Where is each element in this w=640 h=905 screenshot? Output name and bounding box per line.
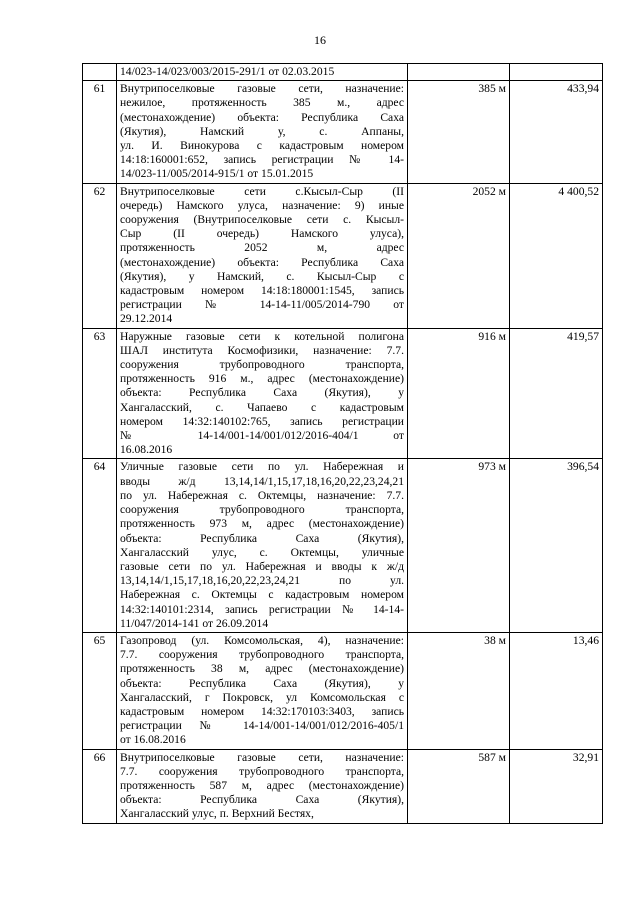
table-row xyxy=(83,459,603,632)
description-line: 14/023-14/023/003/2015-291/1 от 02.03.2015 xyxy=(120,65,335,78)
row-number-cell: 65 xyxy=(83,632,117,749)
row-length-cell xyxy=(408,64,510,81)
description-line: (местонахождение) объекта: Республика Саха xyxy=(120,255,404,269)
description-line: Хангаласский улус, с. Октемцы, уличные xyxy=(120,545,404,559)
description-line: по ул. Набережная с. Октемцы, назначение: 7.7. xyxy=(120,488,404,502)
page-number: 16 xyxy=(314,33,326,47)
table-row xyxy=(83,183,603,328)
description-line: 11/047/2014-141 от 26.09.2014 xyxy=(120,616,269,630)
description-line: 13,14,14/1,15,17,18,16,20,22,23,24,21 по ул. xyxy=(120,574,404,588)
row-description-cell xyxy=(117,459,408,632)
property-table xyxy=(82,63,603,824)
description-line: 14/023-11/005/2014-915/1 от 15.01.2015 xyxy=(120,167,314,181)
row-value-cell: 433,94 xyxy=(510,81,603,183)
description-line: протяженность 38 м, адрес (местонахождение) xyxy=(120,662,404,676)
description-line: сооружения трубопроводного транспорта, xyxy=(120,358,404,372)
description-line: Уличные газовые сети по ул. Набережная и xyxy=(120,460,404,474)
description-line: Наружные газовые сети к котельной полигона xyxy=(120,329,404,343)
description-line: Хангаласский, с. Чапаево с кадастровым xyxy=(120,400,404,414)
description-line: очередь) Намского улуса, назначение: 9) иные xyxy=(120,198,404,212)
description-line: 7.7. сооружения трубопроводного транспорта, xyxy=(120,764,404,778)
description-line: Хангаласский, г Покровск, ул Комсомольская с xyxy=(120,690,404,704)
row-value-cell: 13,46 xyxy=(510,632,603,749)
description-line: объекта: Республика Саха (Якутия), xyxy=(120,793,404,807)
row-description-cell xyxy=(117,183,408,328)
row-number-cell: 64 xyxy=(83,459,117,632)
row-value-cell: 396,54 xyxy=(510,459,603,632)
description-line: протяженность 2052 м, адрес xyxy=(120,241,404,255)
description-line: (Якутия), у Намский, с. Кысыл-Сыр с xyxy=(120,269,404,283)
table-row xyxy=(83,81,603,183)
description-line: от 16.08.2016 xyxy=(120,733,186,747)
description-line: вводы ж/д 13,14,14/1,15,17,18,16,20,22,23,24,21 xyxy=(120,474,404,488)
row-value-cell: 32,91 xyxy=(510,749,603,823)
description-line: № 14-14/001-14/001/012/2016-404/1 от xyxy=(120,429,404,443)
table-row-continuation xyxy=(83,64,603,81)
description-line: Внутрипоселковые газовые сети, назначение: xyxy=(120,750,404,764)
description-line: нежилое, протяженность 385 м., адрес xyxy=(120,96,404,110)
description-line: кадастровым номером 14:18:180001:1545, запись xyxy=(120,284,404,298)
description-line: объекта: Республика Саха (Якутия), у xyxy=(120,676,404,690)
row-description-cell xyxy=(117,632,408,749)
description-line: объекта: Республика Саха (Якутия), у xyxy=(120,386,404,400)
row-value-cell xyxy=(510,64,603,81)
description-line: газовые сети по ул. Набережная и вводы к ж/д xyxy=(120,559,404,573)
description-line: регистрации № 14-14-11/005/2014-790 от xyxy=(120,298,404,312)
description-line: 16.08.2016 xyxy=(120,443,173,457)
description-line: ул. И. Винокурова с кадастровым номером xyxy=(120,139,404,153)
description-line: Набережная с. Октемцы с кадастровым номером xyxy=(120,588,404,602)
row-length-cell: 587 м xyxy=(408,749,510,823)
row-description-cell xyxy=(117,81,408,183)
row-value-cell: 4 400,52 xyxy=(510,183,603,328)
description-line: номером 14:32:140102:765, запись регистрации xyxy=(120,414,404,428)
description-line: протяженность 916 м., адрес (местонахождение) xyxy=(120,372,404,386)
row-length-cell: 916 м xyxy=(408,328,510,459)
row-description-cell xyxy=(117,749,408,823)
description-line: Сыр (II очередь) Намского улуса), xyxy=(120,227,404,241)
description-line: (Якутия), Намский у, с. Аппаны, xyxy=(120,124,404,138)
row-number-cell xyxy=(83,64,117,81)
row-length-cell: 2052 м xyxy=(408,183,510,328)
table-row xyxy=(83,749,603,823)
row-value-cell: 419,57 xyxy=(510,328,603,459)
description-line: (местонахождение) объекта: Республика Саха xyxy=(120,110,404,124)
row-description-cell xyxy=(117,64,408,81)
row-number-cell: 63 xyxy=(83,328,117,459)
description-line: Внутрипоселковые сети с.Кысыл-Сыр (II xyxy=(120,184,404,198)
description-line: 7.7. сооружения трубопроводного транспорта, xyxy=(120,648,404,662)
description-line: сооружения (Внутрипоселковые сети с. Кысыл- xyxy=(120,213,404,227)
row-length-cell: 973 м xyxy=(408,459,510,632)
description-line: сооружения трубопроводного транспорта, xyxy=(120,503,404,517)
description-line: 29.12.2014 xyxy=(120,312,173,326)
description-line: ШАЛ института Космофизики, назначение: 7.7. xyxy=(120,343,404,357)
row-length-cell: 38 м xyxy=(408,632,510,749)
description-line: Газопровод (ул. Комсомольская, 4), назначение: xyxy=(120,633,404,647)
row-number-cell: 61 xyxy=(83,81,117,183)
table-row xyxy=(83,632,603,749)
table-body xyxy=(83,64,603,824)
description-line: Внутрипоселковые газовые сети, назначение: xyxy=(120,82,404,96)
row-description-cell xyxy=(117,328,408,459)
row-number-cell: 62 xyxy=(83,183,117,328)
row-number-cell: 66 xyxy=(83,749,117,823)
description-line: протяженность 587 м, адрес (местонахождение) xyxy=(120,778,404,792)
description-line: Хангаласский улус, п. Верхний Бестях, xyxy=(120,807,314,821)
row-length-cell: 385 м xyxy=(408,81,510,183)
description-line: 14:18:160001:652, запись регистрации № 14- xyxy=(120,153,404,167)
description-line: кадастровым номером 14:32:170103:3403, запись xyxy=(120,704,404,718)
description-line: протяженность 973 м, адрес (местонахождение) xyxy=(120,517,404,531)
description-line: регистрации № 14-14/001-14/001/012/2016-405/1 xyxy=(120,719,404,733)
table-row xyxy=(83,328,603,459)
description-line: объекта: Республика Саха (Якутия), xyxy=(120,531,404,545)
description-line: 14:32:140101:2314, запись регистрации № 14-14- xyxy=(120,602,404,616)
